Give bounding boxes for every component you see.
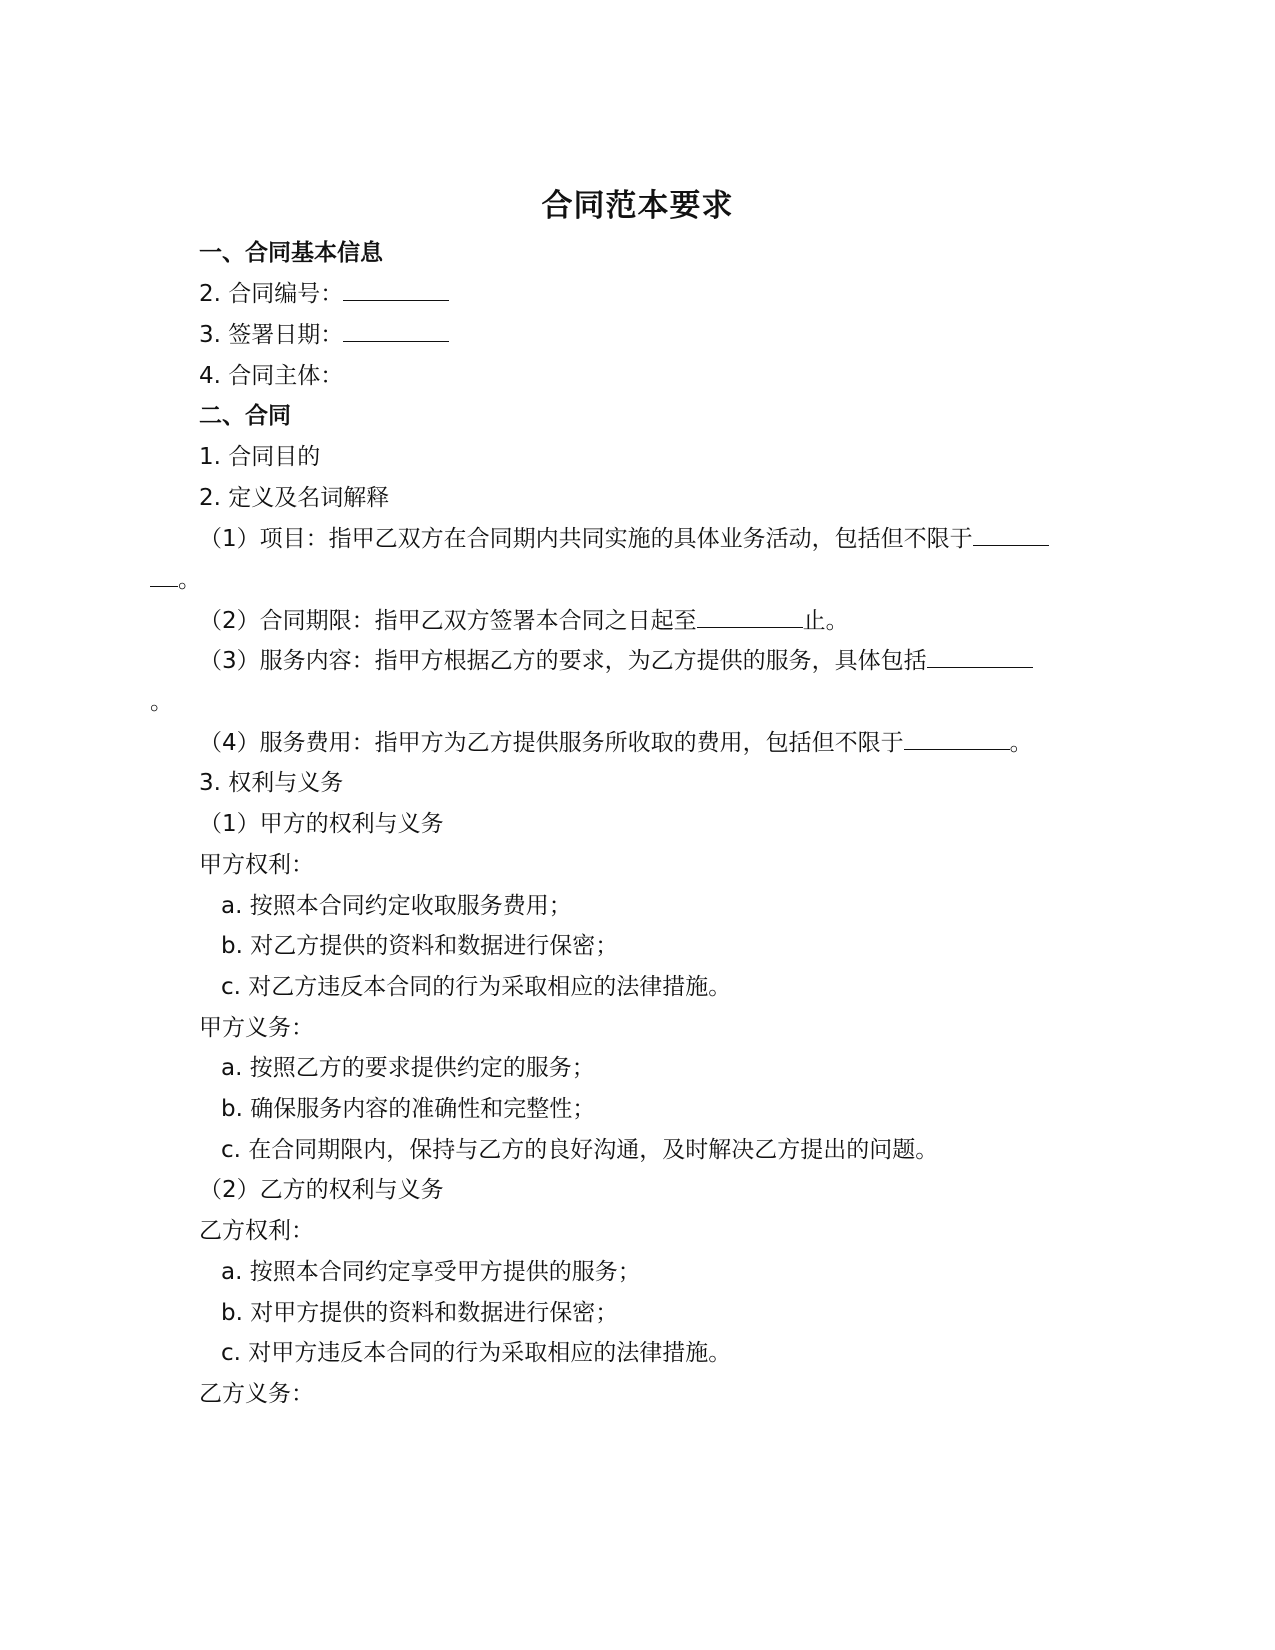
definition-project-text: （1）项目：指甲乙双方在合同期内共同实施的具体业务活动，包括但不限于 bbox=[199, 526, 973, 552]
document-title: 合同范本要求 bbox=[541, 188, 734, 224]
party-a-rights-label: 甲方权利： bbox=[199, 852, 314, 878]
definition-project bbox=[199, 523, 1049, 555]
section-heading-basic-info: 一、合同基本信息 bbox=[199, 240, 383, 266]
party-b-right-c: c. 对甲方违反本合同的行为采取相应的法律措施。 bbox=[221, 1340, 732, 1366]
contract-purpose: 1. 合同目的 bbox=[199, 444, 321, 470]
definition-project-blank-cont bbox=[150, 564, 178, 587]
definitions-heading: 2. 定义及名词解释 bbox=[199, 485, 390, 511]
definition-service-fee bbox=[199, 727, 1033, 759]
party-a-obligation-b: b. 确保服务内容的准确性和完整性； bbox=[221, 1096, 596, 1122]
party-b-rights-label: 乙方权利： bbox=[199, 1218, 314, 1244]
signing-date-label: 3. 签署日期： bbox=[199, 322, 344, 348]
definition-project-end: 。 bbox=[178, 567, 201, 593]
rights-obligations-heading: 3. 权利与义务 bbox=[199, 770, 344, 796]
party-a-heading: （1）甲方的权利与义务 bbox=[199, 811, 444, 837]
party-a-obligation-c: c. 在合同期限内，保持与乙方的良好沟通，及时解决乙方提出的问题。 bbox=[221, 1137, 939, 1163]
definition-term bbox=[199, 605, 849, 637]
party-a-right-b: b. 对乙方提供的资料和数据进行保密； bbox=[221, 933, 619, 959]
definition-term-blank bbox=[697, 605, 803, 628]
party-b-heading: （2）乙方的权利与义务 bbox=[199, 1177, 444, 1203]
section-heading-contract: 二、合同 bbox=[199, 403, 291, 429]
definition-term-end: 止。 bbox=[802, 608, 849, 634]
contract-parties-label: 4. 合同主体： bbox=[199, 363, 344, 389]
definition-project-continued bbox=[150, 564, 201, 596]
definition-service-content bbox=[199, 645, 1033, 677]
party-a-obligation-a: a. 按照乙方的要求提供约定的服务； bbox=[221, 1055, 595, 1081]
definition-service-content-end: 。 bbox=[150, 689, 173, 715]
definition-service-content-blank bbox=[927, 645, 1033, 668]
signing-date-row bbox=[199, 319, 449, 351]
contract-number-blank bbox=[343, 278, 449, 301]
definition-term-text: （2）合同期限：指甲乙双方签署本合同之日起至 bbox=[199, 608, 697, 634]
party-b-right-a: a. 按照本合同约定享受甲方提供的服务； bbox=[221, 1259, 641, 1285]
signing-date-blank bbox=[343, 319, 449, 342]
party-a-obligations-label: 甲方义务： bbox=[199, 1015, 314, 1041]
definition-service-fee-blank bbox=[904, 727, 1010, 750]
definition-project-blank bbox=[973, 523, 1049, 546]
party-a-right-a: a. 按照本合同约定收取服务费用； bbox=[221, 893, 572, 919]
party-a-right-c: c. 对乙方违反本合同的行为采取相应的法律措施。 bbox=[221, 974, 732, 1000]
party-b-right-b: b. 对甲方提供的资料和数据进行保密； bbox=[221, 1300, 619, 1326]
contract-number-row bbox=[199, 278, 449, 310]
contract-number-label: 2. 合同编号： bbox=[199, 281, 344, 307]
definition-service-fee-end: 。 bbox=[1009, 730, 1033, 756]
definition-service-content-text: （3）服务内容：指甲方根据乙方的要求，为乙方提供的服务，具体包括 bbox=[199, 648, 927, 674]
party-b-obligations-label: 乙方义务： bbox=[199, 1381, 314, 1407]
definition-service-fee-text: （4）服务费用：指甲方为乙方提供服务所收取的费用，包括但不限于 bbox=[199, 730, 904, 756]
